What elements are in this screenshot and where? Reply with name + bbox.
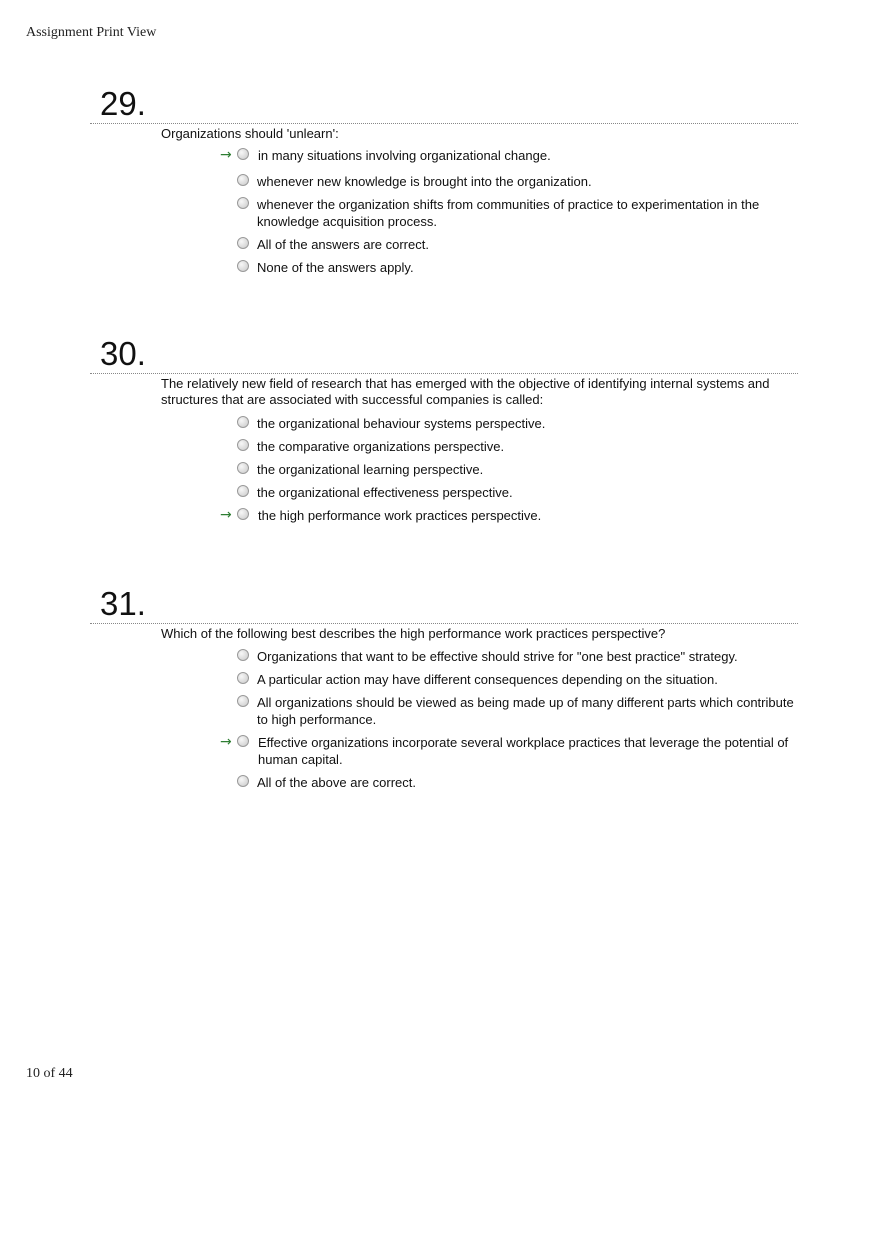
question-text: The relatively new field of research that has emerged with the objective of identifying internal systems and structures that are associated with successful companies is called: (161, 376, 770, 407)
answer-option-label: None of the answers apply. (257, 260, 414, 275)
answer-option-label: All of the above are correct. (257, 775, 416, 790)
question-31 (90, 585, 798, 797)
radio-button-icon[interactable] (237, 462, 249, 474)
answer-option[interactable] (257, 648, 797, 665)
answer-option[interactable] (257, 173, 797, 190)
radio-button-icon[interactable] (237, 672, 249, 684)
question-29 (90, 85, 798, 282)
question-number: 29. (100, 85, 146, 122)
radio-button-icon[interactable] (237, 735, 249, 747)
answer-option-label: the organizational effectiveness perspective. (257, 485, 513, 500)
answer-option-label: whenever new knowledge is brought into the organization. (257, 174, 592, 189)
question-text: Which of the following best describes the high performance work practices perspective? (161, 626, 666, 641)
answer-option[interactable] (257, 236, 797, 253)
question-number: 30. (100, 335, 146, 372)
answer-option-label: All of the answers are correct. (257, 237, 429, 252)
radio-button-icon[interactable] (237, 148, 249, 160)
radio-button-icon[interactable] (237, 197, 249, 209)
answer-option[interactable] (257, 259, 797, 276)
answer-option[interactable] (257, 461, 797, 478)
correct-answer-arrow-icon: → (220, 147, 232, 163)
answer-option[interactable] (257, 484, 797, 501)
answer-option[interactable] (257, 196, 797, 230)
answer-option[interactable] (220, 734, 797, 768)
answer-option-label: in many situations involving organizational change. (258, 148, 551, 163)
radio-button-icon[interactable] (237, 439, 249, 451)
answer-options (90, 648, 798, 791)
answer-option-label: A particular action may have different consequences depending on the situation. (257, 672, 718, 687)
radio-button-icon[interactable] (237, 508, 249, 520)
answer-option[interactable] (257, 415, 797, 432)
radio-button-icon[interactable] (237, 237, 249, 249)
answer-option-label: the comparative organizations perspective. (257, 439, 505, 454)
answer-options (90, 415, 798, 524)
answer-option-label: whenever the organization shifts from communities of practice to experimentation in the knowledge acquisition process. (257, 197, 760, 229)
radio-button-icon[interactable] (237, 649, 249, 661)
radio-button-icon[interactable] (237, 485, 249, 497)
answer-option[interactable] (220, 507, 797, 524)
radio-button-icon[interactable] (237, 260, 249, 272)
correct-answer-arrow-icon: → (220, 507, 232, 523)
answer-option[interactable] (257, 671, 797, 688)
question-number: 31. (100, 585, 146, 622)
radio-button-icon[interactable] (237, 775, 249, 787)
dotted-divider (90, 123, 798, 124)
radio-button-icon[interactable] (237, 416, 249, 428)
answer-option-label: the organizational learning perspective. (257, 462, 484, 477)
radio-button-icon[interactable] (237, 695, 249, 707)
dotted-divider (90, 373, 798, 374)
page-header-title: Assignment Print View (26, 25, 157, 40)
answer-option[interactable] (257, 694, 797, 728)
dotted-divider (90, 623, 798, 624)
answer-option-label: Effective organizations incorporate several workplace practices that leverage the potential of human capital. (258, 735, 789, 767)
question-30 (90, 335, 798, 530)
answer-option[interactable] (257, 774, 797, 791)
correct-answer-arrow-icon: → (220, 734, 232, 750)
answer-option-label: the organizational behaviour systems perspective. (257, 416, 546, 431)
question-text: Organizations should 'unlearn': (161, 126, 339, 141)
page-indicator: 10 of 44 (26, 1066, 73, 1081)
answer-option[interactable] (257, 438, 797, 455)
answer-option-label: the high performance work practices perspective. (258, 508, 542, 523)
answer-options (90, 147, 798, 276)
radio-button-icon[interactable] (237, 174, 249, 186)
answer-option[interactable] (220, 147, 797, 164)
answer-option-label: Organizations that want to be effective should strive for "one best practice" strategy. (257, 649, 738, 664)
answer-option-label: All organizations should be viewed as being made up of many different parts which contribute to high performance. (257, 695, 794, 727)
